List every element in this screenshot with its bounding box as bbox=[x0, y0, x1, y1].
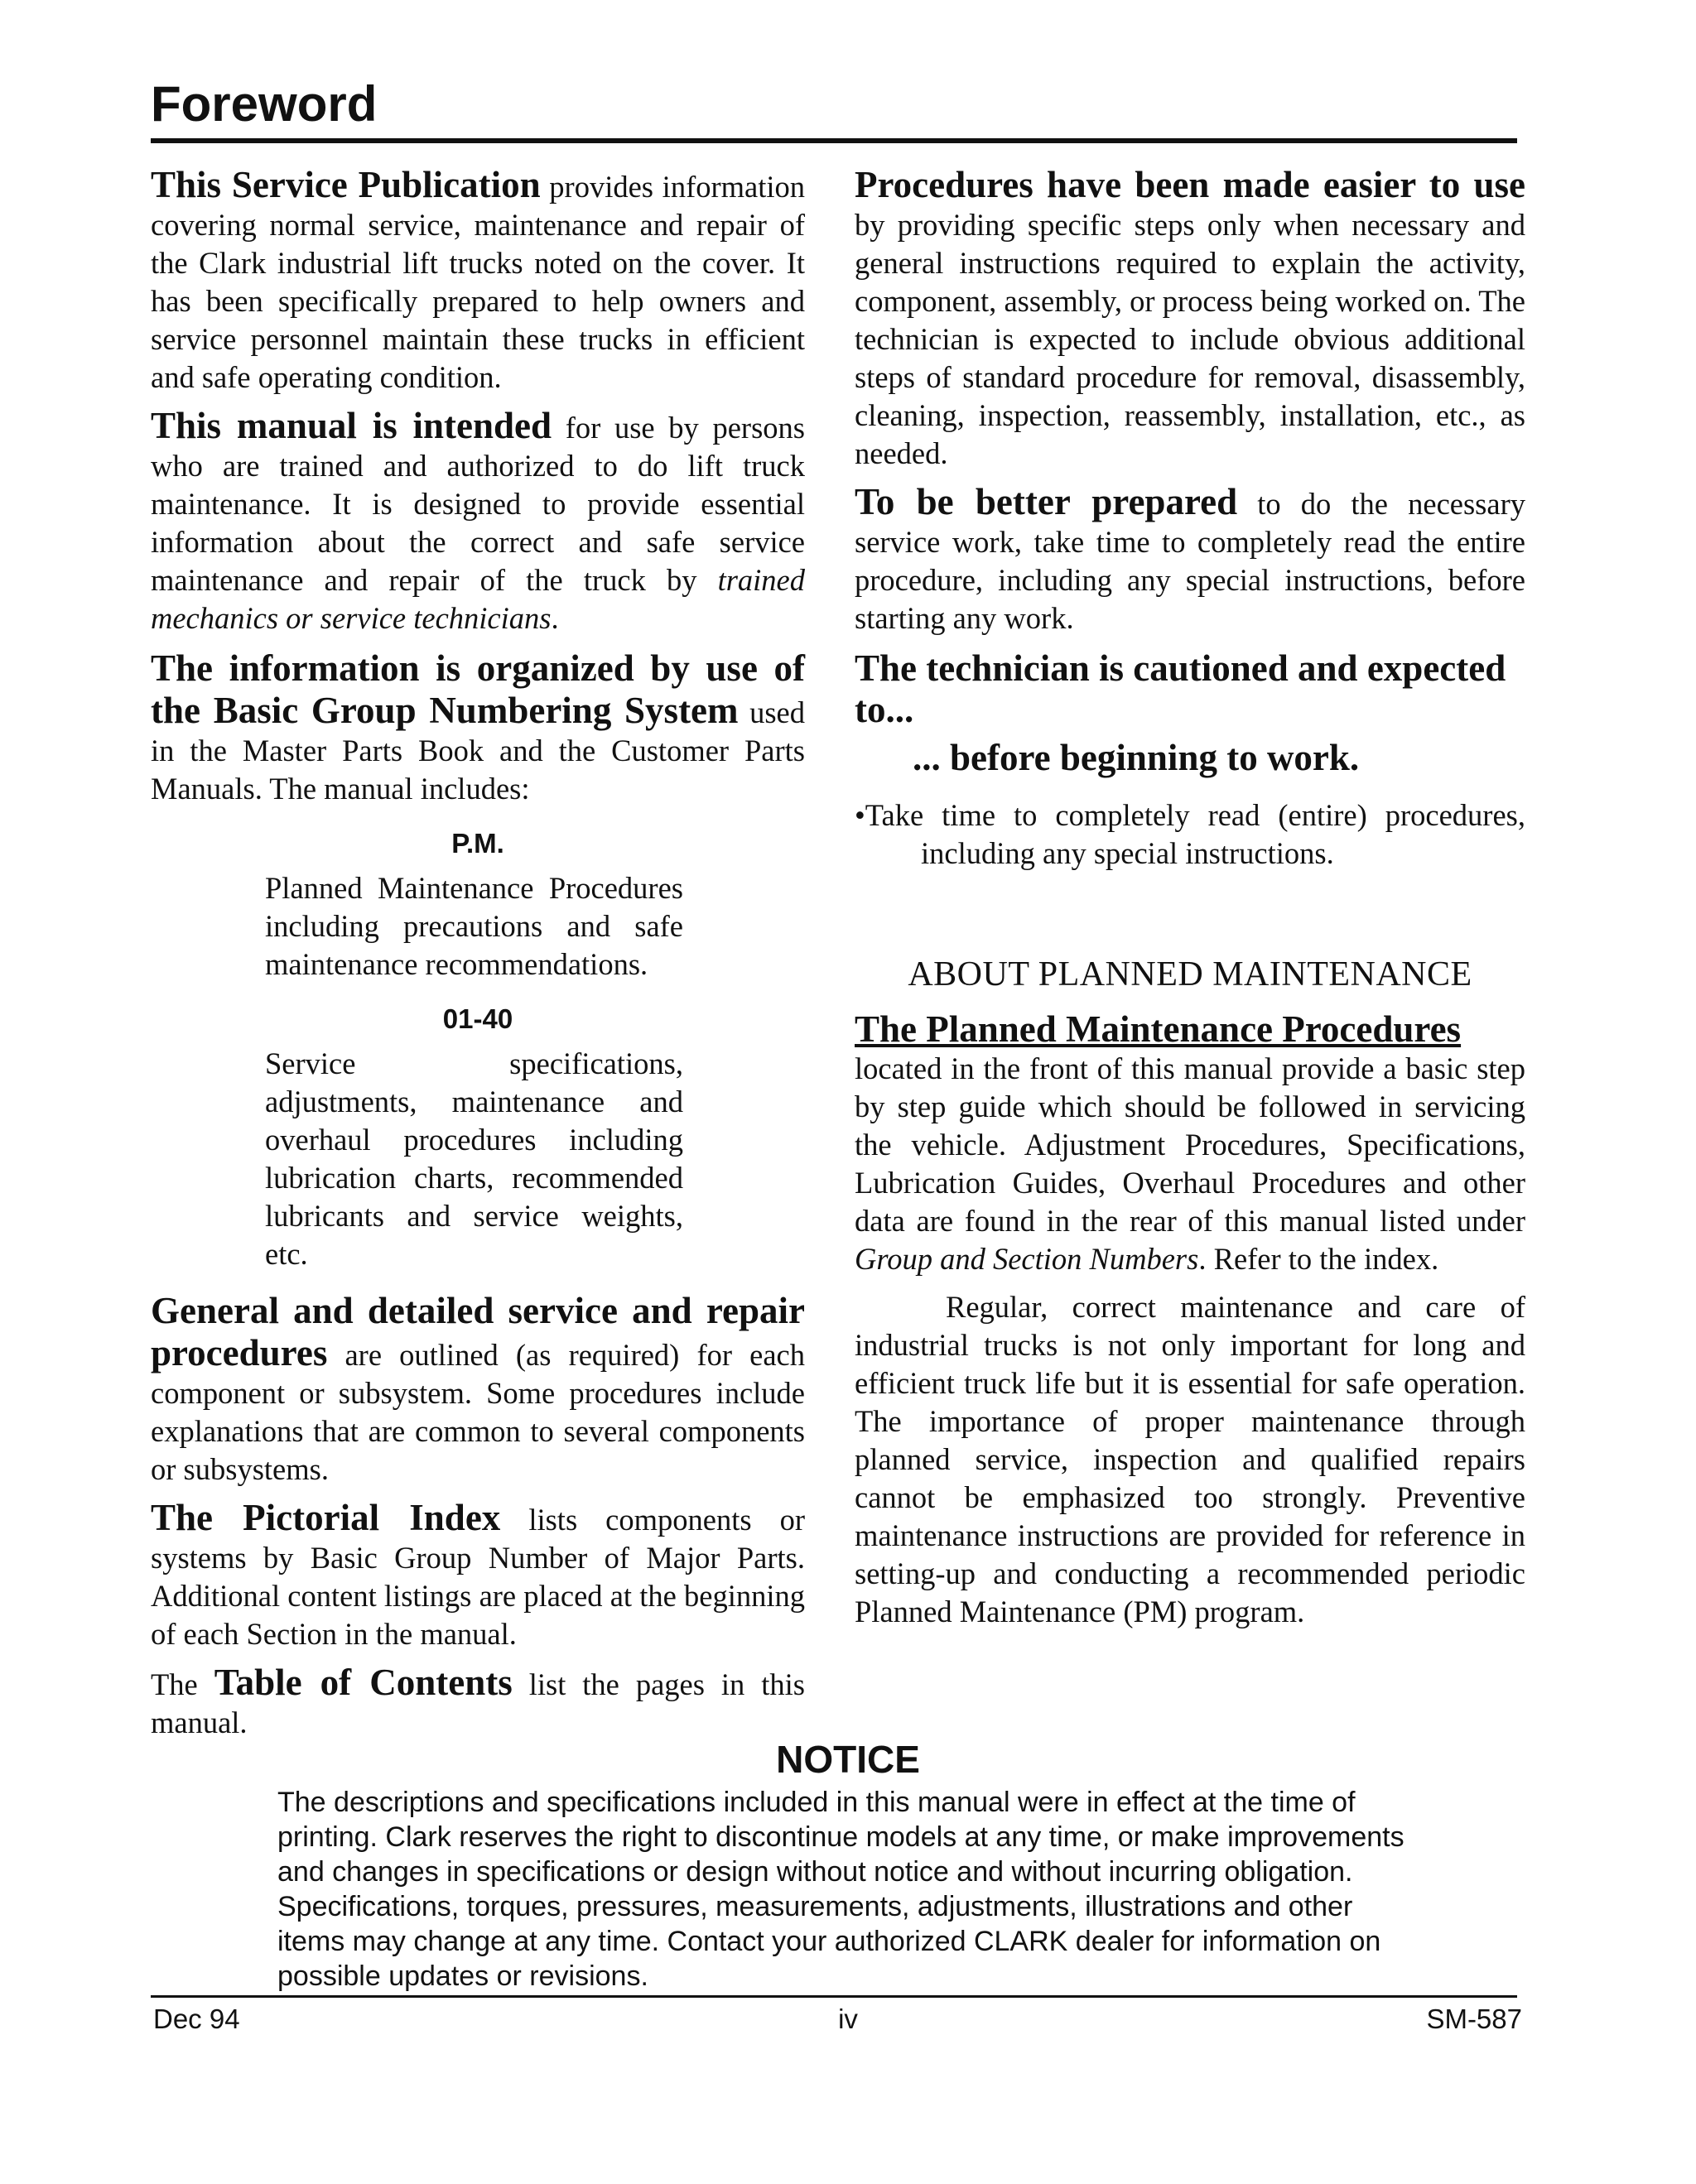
italic-text: trained mechanics or service technicians bbox=[151, 563, 805, 635]
bullet-read-procedures: •Take time to completely read (entire) procedures, including any special instructions. bbox=[855, 798, 1525, 870]
left-column bbox=[151, 166, 805, 1752]
about-pm-title: ABOUT PLANNED MAINTENANCE bbox=[908, 955, 1472, 993]
italic-text: Group and Section Numbers bbox=[855, 1242, 1199, 1276]
paragraph-pm-location bbox=[855, 1050, 1525, 1278]
footer-rule bbox=[151, 1995, 1517, 1998]
lead-text: Procedures have been made easier to use bbox=[855, 164, 1525, 205]
body-text: . bbox=[551, 601, 559, 635]
paragraph-procedures-easier bbox=[855, 166, 1525, 473]
section-heading: General and detailed service and repair procedures bbox=[151, 1290, 805, 1373]
pm-description: Planned Maintenance Procedures including precautions and safe maintenance recommendations. bbox=[265, 871, 683, 981]
lead-text: This Service Publication bbox=[151, 164, 541, 205]
lead-text: To be better prepared bbox=[855, 481, 1238, 522]
notice-text: The descriptions and specifications included in this manual were in effect at the time of printing. Clark reserves the right to discontinue models at any time, or make improvements and changes in specifications or design without notice and without incurring obligation. Specifications, torques, pressures, measurements, adjustments, illustrations and other items may change at any time. Contact your authorized CLARK dealer for information on possible updates or revisions. bbox=[277, 1787, 1404, 1992]
title-rule bbox=[151, 138, 1517, 143]
body-text: used in the Master Parts Book and the Customer Parts Manuals. The manual includes: bbox=[151, 695, 805, 806]
paragraph-better-prepared bbox=[855, 483, 1525, 637]
body-text: by providing specific steps only when necessary and general instructions required to explain the activity, component, assembly, or process being worked on. The technician is expected to include obvious additional steps of standard procedure for removal, disassembly, cleaning, inspection, reassembly, installation, etc., as needed. bbox=[855, 208, 1525, 470]
paragraph-manual-intended bbox=[151, 406, 805, 637]
section-heading: The information is organized by use of the Basic Group Numbering System bbox=[151, 647, 805, 731]
body-text: for use by persons who are trained and authorized to do lift truck maintenance. It is designed to provide essential information about the correct and safe service maintenance and repair of the truck by bbox=[151, 411, 805, 597]
right-column bbox=[855, 166, 1525, 1641]
paragraph-general-procedures bbox=[151, 1290, 805, 1489]
body-text: to do the necessary service work, take time to completely read the entire procedure, including any special instructions, before starting any work. bbox=[855, 487, 1525, 635]
paragraph-table-of-contents bbox=[151, 1663, 805, 1742]
group-label: 01-40 bbox=[442, 1003, 513, 1034]
lead-text: The Pictorial Index bbox=[151, 1497, 501, 1538]
lead-text: Table of Contents bbox=[214, 1662, 513, 1703]
technician-cautioned-heading: The technician is cautioned and expected to... bbox=[855, 647, 1506, 730]
paragraph-regular-maintenance: Regular, correct maintenance and care of industrial trucks is not only important for long and efficient truck life but it is essential for safe operation. The importance of proper maintenance through planned service, inspection and qualified repairs cannot be emphasized too strongly. Preventive maintenance instructions are provided for reference in setting-up and conducting a recommended periodic Planned Maintenance (PM) program. bbox=[855, 1290, 1525, 1628]
body-text: located in the front of this manual provide a basic step by step guide which should be followed in servicing the vehicle. Adjustment Procedures, Specifications, Lubrication Guides, Overhaul Procedures and other data are found in the rear of this manual listed under bbox=[855, 1051, 1525, 1238]
pm-label: P.M. bbox=[451, 828, 504, 859]
paragraph-pictorial-index bbox=[151, 1498, 805, 1653]
group-description: Service specifications, adjustments, maintenance and overhaul procedures including lubrication charts, recommended lubricants and service weights, etc. bbox=[265, 1046, 683, 1271]
body-text: . Refer to the index. bbox=[1198, 1242, 1439, 1276]
page-title: Foreword bbox=[151, 76, 378, 132]
lead-text: This manual is intended bbox=[151, 405, 552, 446]
before-work-heading: ... before beginning to work. bbox=[913, 737, 1360, 778]
body-text: list the pages in this manual. bbox=[151, 1667, 805, 1739]
footer-date: Dec 94 bbox=[153, 2004, 240, 2034]
body-text: The bbox=[151, 1667, 214, 1701]
pm-procedures-heading: The Planned Maintenance Procedures bbox=[855, 1008, 1462, 1050]
paragraph-organization bbox=[151, 647, 805, 808]
footer-doc-id: SM-587 bbox=[1426, 2004, 1522, 2034]
paragraph-service-publication bbox=[151, 166, 805, 397]
body-text: lists components or systems by Basic Group Number of Major Parts. Additional content listings are placed at the beginning of each Section in the manual. bbox=[151, 1503, 806, 1651]
body-text: provides information covering normal service, maintenance and repair of the Clark industrial lift trucks noted on the cover. It has been specifically prepared to help owners and service personnel maintain these trucks in efficient and safe operating condition. bbox=[151, 170, 806, 394]
footer-page-number: iv bbox=[838, 2004, 858, 2034]
body-text: are outlined (as required) for each component or subsystem. Some procedures include explanations that are common to several components or subsystems. bbox=[151, 1338, 805, 1486]
notice-title: NOTICE bbox=[776, 1738, 920, 1781]
